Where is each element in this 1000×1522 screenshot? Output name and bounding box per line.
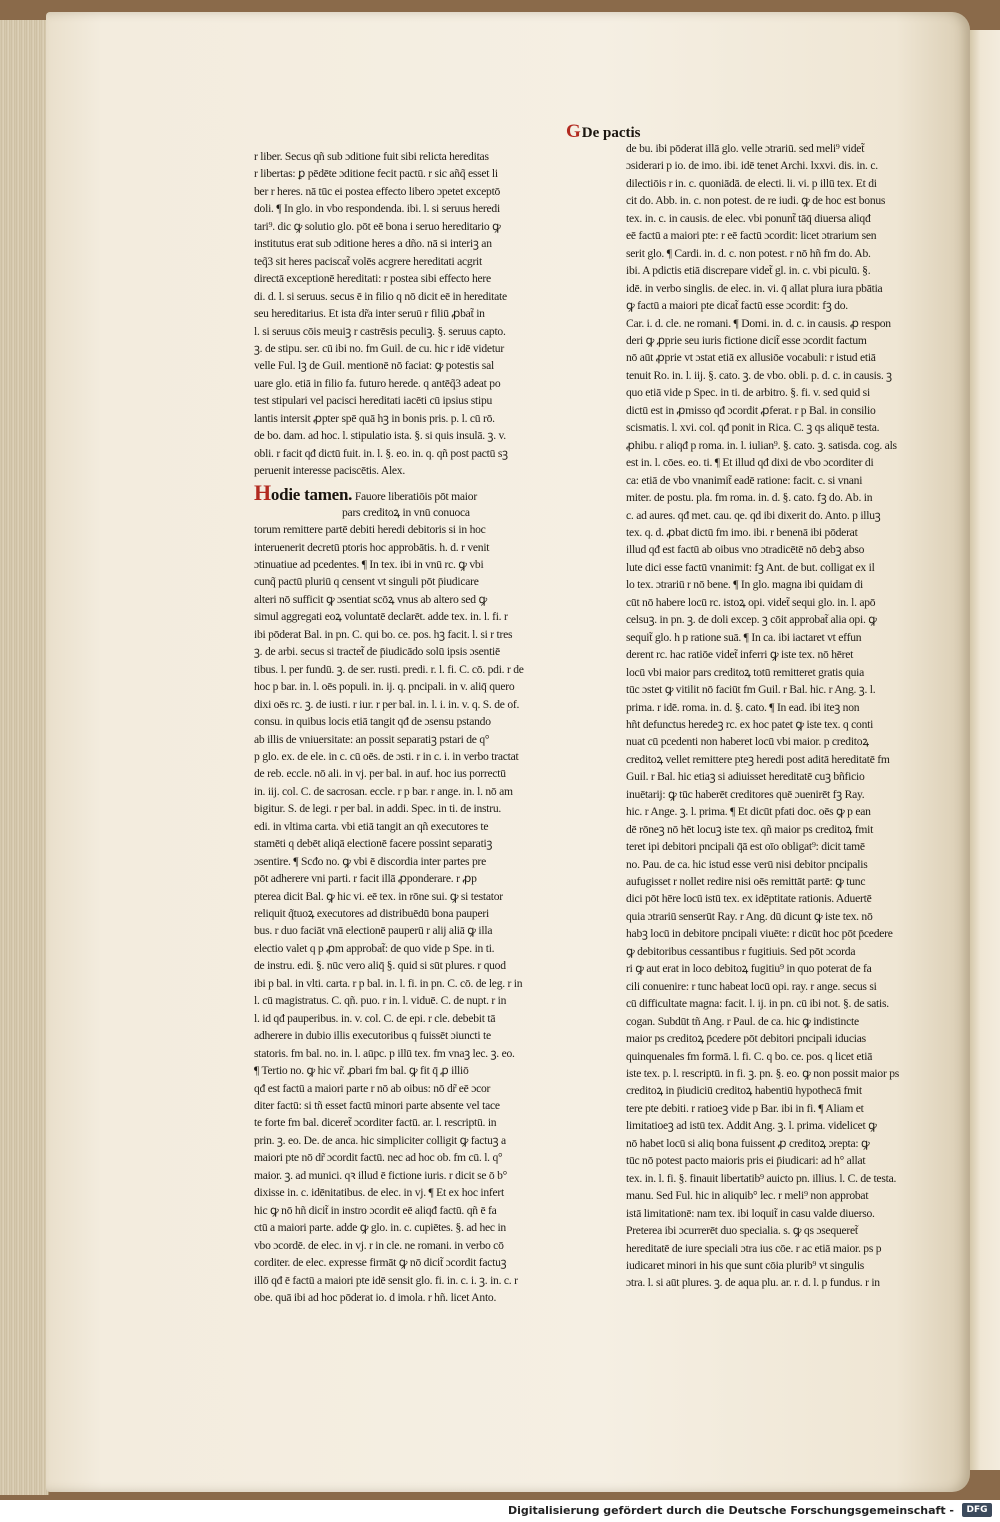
- text-line: cit do. Abb. in. c. non potest. de re iudi. ꝙ de hoc est bonus: [626, 194, 886, 208]
- text-line: alteri nō sufficit ꝙ ɔsentiat scōꝝ vnus ab altero sed ꝙ: [254, 592, 487, 606]
- text-line: scismatis. l. xvi. col. qđ ponit in Rica. C. ꝫ qs aliquē testa.: [626, 421, 880, 435]
- running-head-initial: G: [566, 121, 581, 142]
- text-line: l. id qđ pauperibus. in. v. col. C. de epi. r cle. debebit tā: [254, 1011, 496, 1025]
- text-line: qđ est factū a maiori parte r nō ab oibus: nō dr̃ eē ɔcor: [254, 1081, 491, 1095]
- text-line: prima. r idē. roma. in. d. §. cato. ¶ In ead. ibi iteꝫ non: [626, 700, 860, 714]
- lemma-tail-line-2: pars creditoꝝ in vnū conuoca: [342, 505, 470, 519]
- text-line: electio valet q p ꝓm approbat̃: de quo vide p Spe. in ti.: [254, 941, 495, 955]
- text-line: ibi. A pdictis etiā discrepare videt̃ gl. in. c. vbi piculū. §.: [626, 264, 871, 278]
- lemma-rubric-initial: H: [254, 479, 271, 504]
- text-line: cogan. Subdūt tñ Ang. r Paul. de ca. hic ꝙ indistincte: [626, 1014, 859, 1028]
- text-line: stamēti q debēt aliqā electionē facere possint separatiꝫ: [254, 837, 493, 851]
- text-line: habꝫ locū in debitore pncipali viuēte: r dicūt hoc pōt p̄cedere: [626, 927, 893, 941]
- text-line: seu hereditarius. Et ista dr̃a inter seruū r filiū ꝓbat̃ in: [254, 307, 485, 321]
- text-line: ɔsentire. ¶ Scđo no. ꝙ vbi ē discordia inter partes pre: [254, 854, 487, 868]
- text-line: r liber. Secus qñ sub ɔditione fuit sibi relicta hereditas: [254, 150, 489, 163]
- text-line: ¶ Tertio no. ꝙ hic vr̃. ꝓbari fm bal. ꝙ fit q̄ ꝓ illiō: [254, 1064, 469, 1078]
- text-line: hic. r Ange. ꝫ. l. prima. ¶ Et dicūt pfati doc. oēs ꝙ p ean: [626, 805, 871, 819]
- text-line: Car. i. d. cle. ne romani. ¶ Domi. in. d. c. in causis. ꝓ respon: [626, 316, 891, 330]
- text-line: cū difficultate magna: facit. l. ij. in pn. cū ibi not. §. de satis.: [626, 997, 889, 1011]
- text-line: istā limitationē: nam tex. ibi loquit̃ in casu valde diuerso.: [626, 1206, 875, 1220]
- lemma-text: odie tamen.: [270, 484, 353, 504]
- text-line: dici pōt hēre locū istū tex. ex idēptitate rationis. Aduertē: [626, 892, 872, 906]
- text-line: tibus. l. per fundū. ꝫ. de ser. rusti. predi. r. l. fi. C. cō. pdi. r de: [254, 662, 524, 676]
- text-line: cili conuenire: r tunc habeat locū opi. ray. r ange. secus si: [626, 979, 877, 993]
- text-line: ꝓhibu. r aliqđ p roma. in. l. iulian⁹. §. cato. ꝫ. satisda. cog. als: [626, 438, 897, 452]
- text-line: ꝙ debitoribus cessantibus r fugitiuis. Sed pōt ɔcorda: [626, 944, 856, 958]
- text-line: sequit̃ glo. h p ratione suā. ¶ In ca. ibi iactaret vt effun: [626, 630, 862, 644]
- funding-credit: Digitalisierung gefördert durch die Deutsche Forschungsgemeinschaft -: [507, 1504, 954, 1517]
- text-line: ꝫ. de arbi. secus si tractet̃ de p̄iudicādo solū ipsis ɔsentiē: [254, 645, 500, 659]
- text-line: est in. l. cōes. eo. ti. ¶ Et illud qđ dixi de vbo ɔcorditer di: [626, 456, 874, 470]
- text-line: ꝫ. de stipu. ser. cū ibi no. fm Guil. de cu. hic r idē videtur: [254, 341, 504, 355]
- text-line: manu. Sed Ful. hic in aliquib° lec. r meli⁹ non approbat: [626, 1189, 869, 1203]
- text-line: di. d. l. si seruus. secus ē in filio q nō dicit eē in hereditate: [254, 289, 507, 303]
- text-line: hoc p bar. in. l. oēs populi. in. ij. q. pncipali. in v. aliq̄ quero: [254, 680, 515, 694]
- page-edge-stack: [0, 20, 49, 1495]
- text-line: lo tex. ɔtrariū r nō bene. ¶ In glo. magna ibi quidam di: [626, 578, 863, 592]
- text-line: obli. r facit qđ dictū fuit. in. l. §. eo. in. q. qñ post pactū sꝫ: [254, 446, 508, 460]
- text-line: tex. in. l. fi. §. finauit libertatib⁹ auicto pn. illius. l. C. de testa.: [626, 1171, 897, 1185]
- text-line: doli. ¶ In glo. in vbo respondenda. ibi. l. si seruus heredi: [254, 202, 500, 216]
- text-line: directā exceptionē hereditati: r postea sibi effecto here: [254, 272, 491, 286]
- text-line: hic ꝙ nō hñ dicit̃ in instro ɔcordit eē aliqđ factū. qñ ē fa: [254, 1203, 497, 1217]
- text-line: nō aūt ꝓprie vt ɔstat etiā ex allusiōe vocabuli: r istud etiā: [626, 351, 876, 365]
- text-line: cūt nō habere locū rc. istoꝝ opi. videt̃ sequi glo. in. l. apō: [626, 595, 876, 609]
- text-line: torum remittere partē debiti heredi debitoris si in hoc: [254, 523, 486, 537]
- text-line: iste tex. p. l. rescriptū. in fi. ꝫ. pn. §. eo. ꝙ non possit maior ps: [626, 1067, 900, 1081]
- text-line: maiori pte nō dr̃ ɔcordit factū. nec ad hoc ob. fm cū. l. q°: [254, 1151, 503, 1165]
- text-line: simul aggregati eoꝝ voluntatē declarēt. adde tex. in. l. fi. r: [254, 610, 508, 624]
- text-line: tari⁹. dic ꝙ solutio glo. pōt eē bona i seruo hereditario ꝙ: [254, 219, 501, 233]
- text-line: uare glo. etiā in filio fa. futuro herede. q antēq̃3 adeat po: [254, 376, 501, 390]
- text-line: celsuꝫ. in pn. ꝫ. de doli excep. ꝫ cōit approbat̃ alia opi. ꝙ: [626, 613, 877, 627]
- text-line: obe. quā ibi ad hoc pōderat io. d imola. r hñ. licet Anto.: [254, 1291, 497, 1304]
- text-line: tūc ɔstet ꝙ vitilit nō faciūt fm Guil. r Bal. hic. r Ang. ꝫ. l.: [626, 683, 876, 697]
- text-line: ri ꝙ aut erat in loco debitoꝝ fugitiu⁹ in quo poterat de fa: [626, 962, 872, 976]
- text-line: nō habet locū si aliq bona fuissent ꝓ creditoꝝ ɔrepta: ꝙ: [626, 1136, 870, 1150]
- text-line: quia ɔtrariū senserūt Ray. r Ang. dū dicunt ꝙ iste tex. nō: [626, 909, 873, 923]
- text-line: ɔtinuatiue ad pcedentes. ¶ In tex. ibi in vnū rc. ꝙ vbi: [254, 557, 484, 571]
- text-line: dixi oēs rc. ꝫ. de iusti. r iur. r per bal. in. l. i. in. v. q. S. de of.: [254, 697, 520, 711]
- text-line: maior. ꝫ. ad munici. qꝛ illud ē fictione iuris. r dicit se ō b°: [254, 1168, 508, 1182]
- left-column-paragraph-2: [254, 521, 580, 1306]
- text-line: inuētarij: ꝙ tūc haberēt creditores quē ɔuenirēt fꝫ Ray.: [626, 787, 865, 801]
- text-line: maior ps creditoꝝ p̄cedere pōt debitori pncipali iducias: [626, 1032, 866, 1046]
- text-line: iudicaret minori in his que sunt cōia plurib⁹ vt singulis: [626, 1259, 865, 1272]
- text-line: creditoꝝ vellet remittere pteꝫ heredi post aditā hereditatē fm: [626, 752, 890, 766]
- text-line: cunq̃ pactū pluriū q censent vt singuli pōt p̄iudicare: [254, 575, 479, 589]
- text-line: consu. in quibus locis etiā tangit qđ de ɔsensu pstando: [254, 715, 491, 729]
- facing-page-edge: [966, 30, 1000, 1470]
- lemma-heading: [254, 479, 353, 504]
- text-line: pterea dicit Bal. ꝙ hic vi. eē tex. in rōne sui. ꝙ si testator: [254, 889, 503, 903]
- text-line: locū vbi maior pars creditoꝝ totū remitteret gratis quia: [626, 665, 865, 679]
- text-line: miter. de postu. pla. fm roma. in. d. §. cato. fꝫ do. Ab. in: [626, 491, 873, 505]
- text-line: in. iij. col. C. de sacrosan. eccle. r p bar. r ange. in. l. nō am: [254, 784, 513, 798]
- text-line: Guil. r Bal. hic etiaꝫ si adiuisset hereditatē cuꝫ bñficio: [626, 770, 865, 784]
- text-line: idē. in verbo singlis. de elec. in. vi. q̄ allat plura iura pbātia: [626, 281, 883, 295]
- text-line: peruenit interesse paciscētis. Alex.: [254, 464, 406, 478]
- text-line: dē rōneꝫ nō hēt locuꝫ iste tex. qñ maior ps creditoꝝ fmit: [626, 822, 874, 836]
- running-head-text: De pactis: [581, 125, 641, 141]
- text-line: hñt defunctus heredeꝫ rc. ex hoc patet ꝙ iste tex. q conti: [626, 717, 874, 731]
- text-line: velle Ful. lꝫ de Guil. mentionē nō faciat: ꝙ potestis sal: [254, 359, 494, 373]
- text-line: r libertas: ꝑ pēdēte ɔditione fecit pactū. r sic añq̃ esset li: [254, 167, 498, 181]
- text-line: deri ꝙ ꝓprie seu iuris fictione dicit̃ esse ɔcordit factum: [626, 333, 867, 347]
- text-line: illud qđ est factū ab oibus vno ɔtradicētē nō debꝫ abso: [626, 543, 865, 557]
- right-text-column: [626, 140, 952, 1292]
- text-line: c. ad aures. qđ met. cau. qe. qd ibi dixerit do. Anto. p illuꝫ: [626, 508, 881, 522]
- text-line: bus. r duo faciāt vnā electionē pauperū r alij aliā ꝙ illa: [254, 924, 493, 938]
- text-line: ab illis de vniuersitate: an possit separatiꝫ pstari de q°: [254, 732, 490, 746]
- text-line: no. Pau. de ca. hic istud esse verū nisi debitor pncipalis: [626, 857, 868, 871]
- text-line: diter factū: si tñ esset factū minori parte absente vel tace: [254, 1099, 500, 1113]
- right-column-paragraph: [626, 140, 952, 1292]
- text-line: ca: etiā de vbo vnanimit̃ eadē ratione: facit. c. si vnani: [626, 473, 863, 487]
- left-text-column: [254, 148, 580, 1306]
- text-line: tenuit Ro. in. l. iij. §. cato. ꝫ. de vbo. obli. p. d. c. in causis. ꝫ: [626, 368, 892, 382]
- text-line: aufugisset r nollet redire nisi oēs remittāt partē: ꝙ tunc: [626, 875, 866, 889]
- text-line: Preterea ibi ɔcurrerēt duo specialia. s. ꝙ qs ɔsequeret̃: [626, 1224, 858, 1238]
- text-line: creditoꝝ in p̄iudiciū creditoꝝ habentiū hypothecā fmit: [626, 1084, 862, 1098]
- text-line: edi. in vltima carta. vbi etiā tangit an qñ executores te: [254, 819, 489, 833]
- text-line: serit glo. ¶ Cardi. in. d. c. non potest. r nō hñ fm do. Ab.: [626, 246, 871, 260]
- text-line: dilectiōis r in. c. quoniādā. de electi. li. vi. p illū tex. Et di: [626, 176, 877, 190]
- text-line: statoris. fm bal. no. in. l. aūpc. p illū tex. fm vnaꝫ lec. ꝫ. eo.: [254, 1046, 515, 1060]
- text-line: reliquit q̃tuoꝝ executores ad distribuēdū bona pauperi: [254, 907, 489, 921]
- text-line: tex. in. c. in causis. de elec. vbi ponunt̃ tāq̄ diuersa aliqđ: [626, 211, 871, 225]
- text-line: tere pte debiti. r ratioeꝫ vide p Bar. ibi in fi. ¶ Aliam et: [626, 1101, 864, 1115]
- text-line: te forte fm bal. diceret̃ ɔcorditer factū. ar. l. rescriptū. in: [254, 1116, 497, 1130]
- text-line: de instru. edi. §. nūc vero aliq̄ §. quid si sūt plures. r quod: [254, 959, 506, 973]
- text-line: l. cū magistratus. C. qñ. puo. r in. l. viduē. C. de nupt. r in: [254, 994, 507, 1008]
- text-line: test stipulari vel pacisci hereditati iacēti cū ipsius stipu: [254, 394, 493, 408]
- text-line: de bu. ibi pōderat illā glo. velle ɔtrariū. sed meli⁹ videt̃: [626, 142, 865, 155]
- text-line: prin. ꝫ. eo. De. de anca. hic simpliciter colligit ꝙ factuꝫ a: [254, 1133, 506, 1147]
- text-line: vbo ɔcordē. de elec. in vj. r in cle. ne romani. in verbo cō: [254, 1238, 504, 1252]
- text-line: ctū a maiori parte. adde ꝙ glo. in. c. cupiētes. §. ad hec in: [254, 1221, 506, 1235]
- text-line: ber r heres. nā tūc ei postea effecto libero ɔpetet exceptō: [254, 184, 501, 198]
- text-line: teret ipi debitori pncipali q̄ā est oīo obligat⁹: dicit tamē: [626, 840, 865, 854]
- text-line: teq̃3 sit heres paciscat̃ volēs acgrere hereditati acgrit: [254, 254, 482, 268]
- text-line: l. si seruus cōis meuiꝫ r castrēsis peculiꝫ. §. seruus capto.: [254, 324, 506, 338]
- text-line: tūc nō potest pacto maioris pris ei p̄iudicari: ad h° allat: [626, 1154, 866, 1168]
- text-line: bigitur. S. de legi. r per bal. in addi. Spec. in ti. de instru.: [254, 802, 502, 816]
- text-line: lute dici esse factū vnanimit: fꝫ Ant. de but. colligat ex il: [626, 560, 875, 574]
- text-line: p glo. ex. de ele. in c. cū oēs. de ɔsti. r in c. i. in verbo tractat: [254, 749, 519, 763]
- text-line: adherere in dubio illis executoribus q fuissēt ɔiuncti te: [254, 1029, 491, 1043]
- text-line: dixisse in. c. idēnitatibus. de elec. in vj. ¶ Et ex hoc infert: [254, 1186, 504, 1200]
- text-line: derent rc. hac ratiōe videt̃ inferri ꝙ iste tex. nō hēret: [626, 648, 854, 662]
- text-line: eē factū a maiori pte: r eē factū ɔcordit: licet ɔtrarium sen: [626, 229, 877, 243]
- text-line: quinquenales fm formā. l. fi. C. q bo. ce. pos. q licet etiā: [626, 1049, 873, 1063]
- text-line: institutus erat sub ɔditione heres a dño. nā si interiꝫ an: [254, 237, 492, 251]
- dfg-logo: DFG: [962, 1503, 992, 1517]
- text-line: de reb. eccle. nō ali. in vj. per bal. in auf. hoc ius porrectū: [254, 767, 506, 781]
- text-line: hereditatē de iure speciali ɔtra ius cōe. r ac etiā maior. ps p: [626, 1241, 882, 1255]
- text-line: ꝙ factū a maiori pte dicat̃ factū esse ɔcordit: fꝫ do.: [626, 299, 848, 313]
- text-line: pōt adherere vni parti. r facit illā ꝓponderare. r ꝓp: [254, 872, 477, 886]
- left-column-paragraph-1: [254, 148, 580, 480]
- text-line: tex. q. d. ꝓbat dictū fm imo. ibi. r benenā ibi pōderat: [626, 525, 858, 539]
- footer-bar: [0, 1500, 1000, 1522]
- text-line: ɔtra. l. si aūt plures. ꝫ. de aqua plu. ar. r. d. l. p fundus. r in: [626, 1276, 880, 1290]
- text-line: ibi p bal. in vlti. carta. r p bal. in. l. fi. in pn. C. cō. de leg. r in: [254, 976, 523, 990]
- text-line: dictū est in ꝓmisso qđ ɔcordit ꝓferat. r p Bal. in consilio: [626, 403, 876, 417]
- text-line: illō qđ ē factū a maiori pte idē sensit glo. fi. in. c. i. ꝫ. in. c. r: [254, 1273, 518, 1287]
- text-line: ɔsiderari p io. de imo. ibi. idē tenet Archi. lxxvi. dis. in. c.: [626, 159, 878, 173]
- text-line: quo etiā vide p Spec. in ti. de arbitro. §. fi. v. sed quid si: [626, 386, 870, 400]
- text-line: ibi pōderat Bal. in pn. C. qui bo. ce. pos. hꝫ facit. l. si r tres: [254, 627, 513, 641]
- text-line: interuenerit decretū ptoris hoc approbātis. h. d. r venit: [254, 540, 490, 554]
- text-line: lantis intersit ꝓpter spē quā hꝫ in bonis pris. p. l. cū rō.: [254, 411, 495, 425]
- lemma-line: [254, 480, 580, 504]
- text-line: corditer. de elec. expresse firmāt ꝙ nō dicit̃ ɔcordit factuꝫ: [254, 1256, 507, 1270]
- lemma-tail: Fauore liberatiōis pōt maior: [354, 489, 477, 503]
- text-line: nuat cū pcedenti non haberet locū vbi maior. p creditoꝝ: [626, 735, 869, 749]
- text-line: de bo. dam. ad hoc. l. stipulatio ista. §. si quis insulā. ꝫ. v.: [254, 429, 506, 443]
- text-line: limitatioeꝫ ad istū tex. Addit Ang. ꝫ. l. prima. videlicet ꝙ: [626, 1119, 877, 1133]
